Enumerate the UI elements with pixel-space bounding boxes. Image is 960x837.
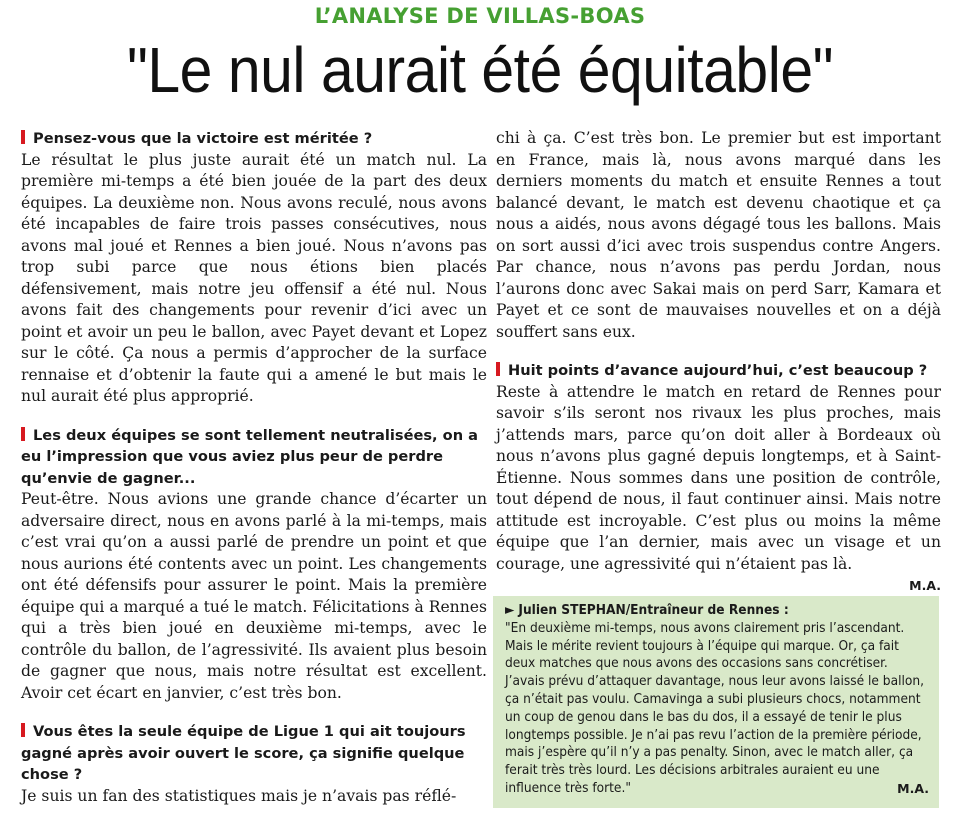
headline: "Le nul aurait été équitable": [126, 34, 834, 106]
section-kicker: L’ANALYSE DE VILLAS-BOAS: [314, 4, 646, 28]
answer-2: Peut-être. Nous avions une grande chance d’écarter un adversaire direct, nous en avons parlé à la mi-temps, mais c’est vrai qu’on a aussi parlé de prendre un point et que nous aurions été contents avec un point. Les changements ont été défensifs pour assurer le point. Mais la première équipe qui a marqué a tué le match. Félicitations à Rennes qui a très bien joué en deuxième mi-temps, avec le contrôle du ballon, de l’agressivité. Ils avaient plus besoin de gagner que nous, mais notre résultat est excellent. Avoir cet écart en janvier, c’est très bon.: [21, 490, 487, 702]
question-1: Pensez-vous que la victoire est méritée ?: [21, 128, 487, 150]
answer-3-start: Je suis un fan des statistiques mais je n’avais pas réflé-: [21, 786, 457, 805]
spacer: [21, 408, 487, 425]
arrow-icon: ►: [505, 602, 515, 618]
answer-1: Le résultat le plus juste aurait été un match nul. La première mi-temps a été bien jouée de la part des deux équipes. La deuxième non. Nous avons reculé, nous avons été incapables de faire trois passes consécutives, nous avons mal joué et Rennes a bien joué. Nous n’avons pas trop subi parce que nous étions bien placés défensivement, mais notre jeu offensif a été nul. Nous avons fait des changements pour revenir d’ici avec un point et avoir un peu le ballon, avec Payet devant et Lopez sur le côté. Ça nous a permis d’approcher de la surface rennaise et d’obtenir la faute qui a amené le but mais le nul aurait été plus approprié.: [21, 150, 487, 405]
left-column: [21, 128, 487, 807]
box-heading-text: Julien STEPHAN/Entraîneur de Rennes :: [518, 602, 789, 618]
right-column: [496, 128, 941, 595]
box-signature: M.A.: [897, 780, 929, 796]
author-signature: M.A.: [909, 578, 941, 593]
sidebar-quote-box: [493, 596, 939, 808]
spacer: [496, 343, 941, 360]
question-2: Les deux équipes se sont tellement neutralisées, on a eu l’impression que vous aviez plus peur de perdre qu’envie de gagner...: [21, 425, 487, 490]
question-4: Huit points d’avance aujourd’hui, c’est beaucoup ?: [496, 360, 941, 382]
answer-4: Reste à attendre le match en retard de Rennes pour savoir s’ils seront nos rivaux les plus proches, mais j’attends mars, parce qu’on doit aller à Bordeaux où nous n’avons plus gagné depuis longtemps, et à Saint-Étienne. Nous sommes dans une position de contrôle, tout dépend de nous, il faut continuer ainsi. Mais notre attitude est incroyable. C’est plus ou moins la même équipe que l’an dernier, mais avec un visage et un courage, une agressivité qui n’étaient pas là.: [496, 382, 941, 573]
box-quote: "En deuxième mi-temps, nous avons clairement pris l’ascendant. Mais le mérite revient toujours à l’équipe qui marque. Or, ça fait deux matches que nous avons des occasions sans concrétiser. J’avais prévu d’attaquer davantage, nous leur avons laissé le ballon, ça n’était pas voulu. Camavinga a subi plusieurs chocs, notamment un coup de genou dans le bas du dos, il a essayé de tenir le plus longtemps possible. Je n’ai pas revu l’action de la première période, mais j’espère qu’il n’y a pas penalty. Sinon, avec le match aller, ça ferait très très lourd. Les décisions arbitrales auraient eu une influence très forte.": [505, 619, 924, 796]
spacer: [21, 704, 487, 721]
question-3: Vous êtes la seule équipe de Ligue 1 qui ait toujours gagné après avoir ouvert le score, ça signifie quelque chose ?: [21, 721, 487, 786]
box-heading: [505, 602, 929, 620]
answer-3-continued: chi à ça. C’est très bon. Le premier but est important en France, mais là, nous avons marqué dans les derniers moments du match et ensuite Rennes a tout balancé devant, le match est devenu chaotique et ça nous a aidés, nous avons dégagé tous les ballons. Mais on sort aussi d’ici avec trois suspendus contre Angers. Par chance, nous n’avons pas perdu Jordan, nous l’aurons donc avec Sakai mais on perd Sarr, Kamara et Payet et ce sont de mauvaises nouvelles et on a déjà souffert sans eux.: [496, 129, 941, 341]
